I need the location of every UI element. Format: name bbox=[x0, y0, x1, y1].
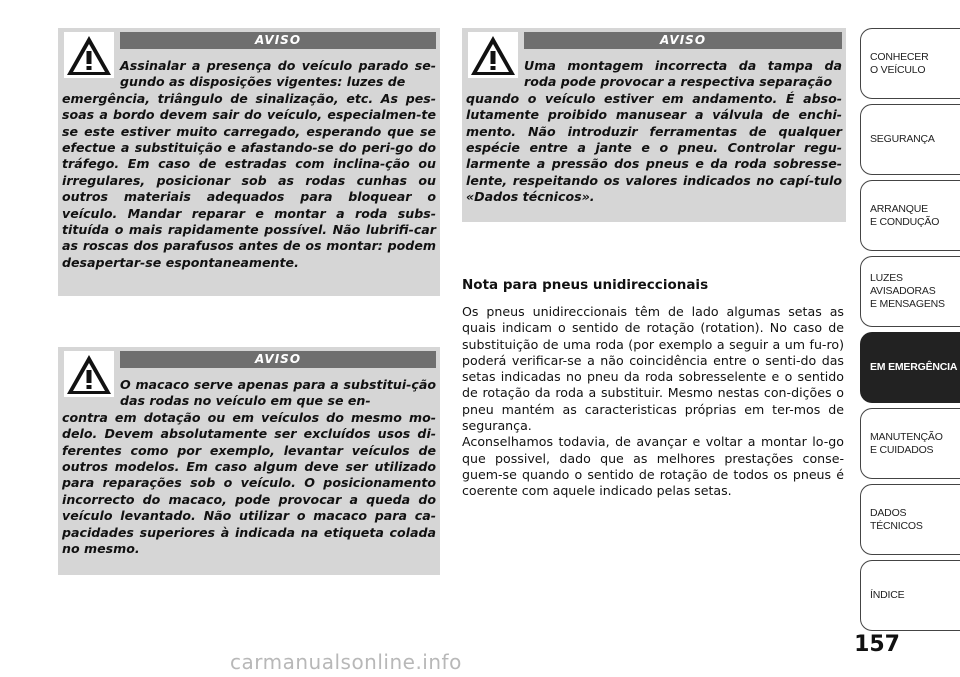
tab-indice[interactable]: ÍNDICE bbox=[860, 560, 960, 631]
paragraph-1: Os pneus unidireccionais têm de lado algumas setas as quais indicam o sentido de rotação (rotation). No caso de substituição de uma roda (por exemplo a seguir a um fu-ro) poderá verificar-se a não coincidência entre o senti-do das setas indicadas no pneu da roda sobresselente e o sentido de rotação da roda a substituir. Mesmo nestas con-dições o pneu mantém as caracteristicas próprias em ter-mos de segurança. bbox=[462, 304, 844, 434]
section-heading: Nota para pneus unidireccionais bbox=[462, 277, 709, 293]
tab-dados-tecnicos[interactable]: DADOS TÉCNICOS bbox=[860, 484, 960, 555]
warning-text bbox=[62, 377, 436, 557]
warning-text-rest: emergência, triângulo de sinalização, etc. As pes-soas a bordo devem sair do veículo, especialmen-te se este estiver muito carregado, esperando que se efectue a substituição e afastando-se do peri-go do tráfego. Em caso de estradas com inclina-ção ou irregulares, posicionar sob as rodas cunhas ou outros materiais adequados para bloquear o veículo. Mandar reparar e montar a roda subs-tituída o mais rapidamente possível. Não lubrifi-car as roscas dos parafusos antes de os montar: podem desapertar-se espontaneamente. bbox=[62, 90, 436, 270]
warning-text-first: O macaco serve apenas para a substitui-ção das rodas no veículo em que se en- bbox=[120, 377, 436, 409]
warning-text-first: Assinalar a presença do veículo parado se-gundo as disposições vigentes: luzes de bbox=[120, 58, 436, 90]
warning-text-first: Uma montagem incorrecta da tampa da roda pode provocar a respectiva separação bbox=[524, 58, 842, 90]
warning-label: AVISO bbox=[120, 351, 436, 368]
tab-arranque-e-conducao[interactable]: ARRANQUE E CONDUÇÃO bbox=[860, 180, 960, 251]
section-body bbox=[462, 304, 844, 500]
warning-text-rest: quando o veículo estiver em andamento. É abso-lutamente proibido manusear a válvula de enchi-mento. Não introduzir ferramentas de qualquer espécie entre a jante e o pneu. Controlar regu-larmente a pressão dos pneus e da roda sobresse-lente, respeitando os valores indicados no capí-tulo «Dados técnicos». bbox=[466, 90, 842, 205]
warning-label: AVISO bbox=[120, 32, 436, 49]
tab-manutencao-e-cuidados[interactable]: MANUTENÇÃO E CUIDADOS bbox=[860, 408, 960, 479]
warning-text bbox=[466, 58, 842, 206]
watermark: carmanualsonline.info bbox=[230, 650, 462, 674]
paragraph-2: Aconselhamos todavia, de avançar e voltar a montar lo-go que possivel, dado que as melhores prestações conse-guem-se quando o sentido de rotação de todos os pneus é coerente com aquele indicado pelas setas. bbox=[462, 434, 844, 499]
page-number: 157 bbox=[854, 632, 900, 657]
tab-luzes-avisadoras[interactable]: LUZES AVISADORAS E MENSAGENS bbox=[860, 256, 960, 327]
warning-box-1 bbox=[58, 28, 440, 296]
warning-box-3 bbox=[462, 28, 846, 222]
tab-em-emergencia[interactable]: EM EMERGÊNCIA bbox=[860, 332, 960, 403]
warning-box-2 bbox=[58, 347, 440, 575]
warning-text bbox=[62, 58, 436, 271]
warning-text-rest: contra em dotação ou em veículos do mesmo mo-delo. Devem absolutamente ser excluídos usos di-ferentes como por exemplo, levantar veículos de outros modelos. Em caso algum deve ser utilizado para reparações sob o veículo. O posicionamento incorrecto do macaco, pode provocar a queda do veículo levantado. Não utilizar o macaco para ca-pacidades superiores à indicada na etiqueta colada no mesmo. bbox=[62, 409, 436, 557]
tab-conhecer-o-veiculo[interactable]: CONHECER O VEÍCULO bbox=[860, 28, 960, 99]
warning-label: AVISO bbox=[524, 32, 842, 49]
tab-seguranca[interactable]: SEGURANÇA bbox=[860, 104, 960, 175]
